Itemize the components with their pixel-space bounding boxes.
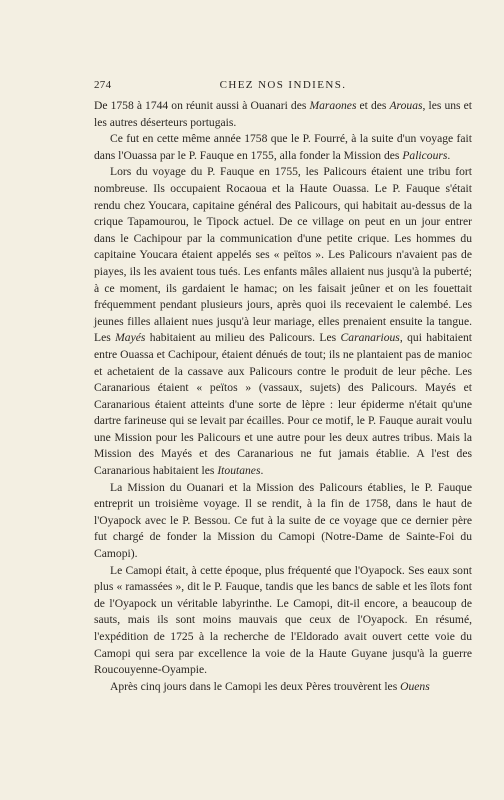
italic-term: Caranarious (340, 331, 400, 345)
text-run: . (447, 148, 451, 162)
text-run: , les uns et les autres déserteurs portugais. (94, 99, 472, 129)
paragraph (94, 131, 472, 164)
text-run: habitaient au milieu des Palicours. Les (145, 331, 341, 345)
page-number: 274 (94, 79, 112, 91)
italic-term: Arouas (389, 99, 423, 112)
text-run: . (260, 464, 264, 478)
italic-term: Itoutanes (217, 464, 261, 478)
text-run: et des (356, 99, 390, 112)
italic-term: Ouens (400, 679, 430, 693)
italic-term: Palicours (402, 148, 448, 162)
text-run: Lors du voyage du P. Fauque en 1755, les Palicours étaient une tribu fort nombreuse. Ils occupaient Rocaoua et la Haute Ouassa. Le P. Fauque s'était rendu chez Youcara, capitaine général des Palicours, qui habitait au-dessus de la crique Tapamourou, le Tipock actuel. De ce village on peut en un jour entrer dans le Cachipour par la communication d'une petite crique. Les hommes du capitaine Youcara étaient appelés ses « peïtos ». Les Palicours n'avaient pas de piayes, ils les avaient tous tués. Les enfants mâles allaient nus jusqu'à la puberté; à ce moment, ils gardaient le hamac; on les faisait jeûner et on les fouettait fréquemment pendant plusieurs jours, après quoi ils recevaient le calembé. Les jeunes filles allaient nues jusqu'à leur mariage, elles prenaient ensuite la tangue. Les (94, 165, 472, 345)
paragraph (94, 480, 472, 563)
text-run: Ce fut en cette même année 1758 que le P. Fourré, à la suite d'un voyage fait dans l'Ouassa par le P. Fauque en 1755, alla fonder la Mission des (94, 132, 472, 162)
text-run: Après cinq jours dans le Camopi les deux Pères trouvèrent les (110, 679, 401, 693)
paragraph (94, 679, 472, 696)
paragraph (94, 563, 472, 679)
paragraph (94, 164, 472, 479)
text-run: , qui habitaient entre Ouassa et Cachipour, étaient dénués de tout; ils ne plantaient pas de manioc et achetaient de la cassave aux Palicours contre le produit de leur pêche. Les Caranarious étaient « peïtos » (vassaux, sujets) des Palicours. Mayés et Caranarious étaient atteints d'une sorte de lèpre : leur épiderme n'était qu'une dartre farineuse qui se levait par écailles. Pour ce motif, le P. Fauque aurait voulu une Mission pour les Palicours et une autre pour les deux autres tribus. Mais la Mission des Mayés et des Caranarious ne fut jamais établie. A l'est des Caranarious habitaient les (94, 331, 473, 478)
text-run: De 1758 à 1744 on réunit aussi à Ouanari des (94, 99, 310, 112)
paragraph (94, 98, 472, 131)
body-text (94, 98, 472, 695)
running-title: CHEZ NOS INDIENS. (219, 79, 347, 91)
italic-term: Mayés (115, 331, 146, 345)
text-run: La Mission du Ouanari et la Mission des Palicours établies, le P. Fauque entreprit un troisième voyage. Il se rendit, à la fin de 1758, dans le haut de l'Oyapock avec le P. Bessou. Ce fut à la suite de ce voyage que ce dernier père fut chargé de fonder la Mission du Camopi (Notre-Dame de Sainte-Foi du Camopi). (94, 480, 472, 561)
italic-term: Maraones (309, 99, 357, 112)
page-header (94, 79, 472, 93)
text-run: Le Camopi était, à cette époque, plus fréquenté que l'Oyapock. Ses eaux sont plus « ramassées », dit le P. Fauque, tandis que les bancs de sable et les îlots font de l'Oyapock un véritable labyrinthe. Le Camopi, dit-il encore, a beaucoup de sauts, mais ils sont moins mauvais que ceux de l'Oyapock. En résumé, l'expédition de 1725 à la recherche de l'Eldorado avait ouvert cette voie du Camopi qui sera par excellence la voie de la Haute Guyane jusqu'à la guerre Roucouyenne-Oyampie. (94, 563, 472, 677)
